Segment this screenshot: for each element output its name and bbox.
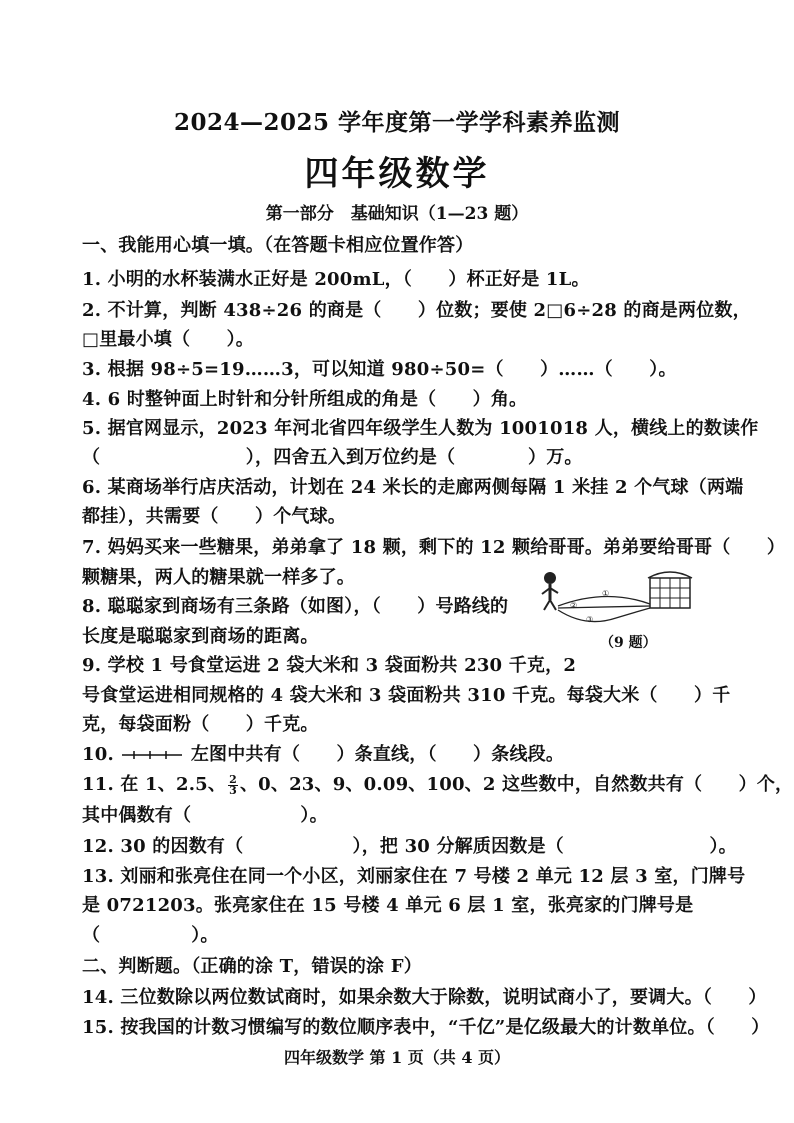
question-9-line-2: 号食堂运进相同规格的 4 袋大米和 3 袋面粉共 310 千克。每袋大米（ ）千 [82,685,731,706]
question-3: 3. 根据 98÷5=19……3，可以知道 980÷50=（ ）……（ ）。 [82,359,677,380]
question-9-line-3: 克，每袋面粉（ ）千克。 [82,714,319,735]
question-12: 12. 30 的因数有（ ），把 30 分解质因数是（ ）。 [82,836,737,857]
page-footer: 四年级数学 第 1 页（共 4 页） [283,1048,511,1067]
question-6-line-1: 6. 某商场举行店庆活动，计划在 24 米长的走廊两侧每隔 1 米挂 2 个气球（两端 [82,477,744,498]
question-5-line-2: （ ），四舍五入到万位约是（ ）万。 [82,447,583,468]
subject-title: 四年级数学 [304,154,490,194]
section-heading-fill: 一、我能用心填一填。（在答题卡相应位置作答） [82,235,474,256]
route-3 [558,608,650,622]
question-10-text: 左图中共有（ ）条直线，（ ）条线段。 [190,744,565,765]
question-11-suffix: 、0、23、9、0.09、100、2 这些数中，自然数共有（ ）个， [239,774,794,795]
fraction-denominator: 3 [229,783,237,797]
question-8-line-2: 长度是聪聪家到商场的距离。 [82,626,319,647]
question-13-line-2: 是 0721203。张亮家住在 15 号楼 4 单元 6 层 1 室，张亮家的门牌号是 [82,895,694,916]
question-14: 14. 三位数除以两位数试商时，如果余数大于除数，说明试商小了，要调大。（ ） [82,987,767,1008]
question-11-prefix: 11. 在 1、2.5、 [82,774,227,795]
line-segment-figure [120,748,184,762]
fraction-two-thirds [228,772,238,797]
question-7-line-2: 颗糖果，两人的糖果就一样多了。 [82,567,355,588]
question-1: 1. 小明的水杯装满水正好是 200mL，（ ）杯正好是 1L。 [82,269,590,290]
part-heading: 第一部分 基础知识（1—23 题） [265,204,529,224]
question-4: 4. 6 时整钟面上时针和分针所组成的角是（ ）角。 [82,389,528,410]
question-2-line-2: □里最小填（ ）。 [82,329,255,350]
fraction-numerator: 2 [229,772,237,786]
question-13-line-1: 13. 刘丽和张亮住在同一个小区，刘丽家住在 7 号楼 2 单元 12 层 3 室，门牌号 [82,866,746,887]
question-6-line-2: 都挂），共需要（ ）个气球。 [82,506,346,527]
question-11-line-1 [82,770,793,796]
question-2-line-1: 2. 不计算，判断 438÷26 的商是（ ）位数；要使 2□6÷28 的商是两位数， [82,300,751,321]
exam-title: 2024—2025 学年度第一学学科素养监测 [173,109,621,136]
question-9-line-1: 9. 学校 1 号食堂运进 2 袋大米和 3 袋面粉共 230 千克，2 [82,655,577,676]
question-15: 15. 按我国的计数习惯编写的数位顺序表中，“千亿”是亿级最大的计数单位。（ ） [82,1017,770,1038]
question-7-line-1: 7. 妈妈买来一些糖果，弟弟拿了 18 颗，剩下的 12 颗给哥哥。弟弟要给哥哥（ ） [82,537,786,558]
question-8-line-1: 8. 聪聪家到商场有三条路（如图），（ ）号路线的 [82,596,509,617]
section-heading-judge: 二、判断题。（正确的涂 T，错误的涂 F） [82,956,422,977]
question-10-number: 10. [82,744,114,765]
mall-building [648,572,692,608]
route-label-2: ② [570,601,578,610]
route-label-3: ③ [586,615,594,624]
question-10 [82,740,564,766]
question-11-line-2: 其中偶数有（ ）。 [82,805,328,826]
figure-caption: （9 题） [600,635,657,651]
child-figure [542,572,558,610]
question-13-line-3: （ ）。 [82,925,219,946]
route-label-1: ① [602,589,610,598]
question-5-line-1: 5. 据官网显示，2023 年河北省四年级学生人数为 1001018 人，横线上的数读作 [82,418,759,439]
